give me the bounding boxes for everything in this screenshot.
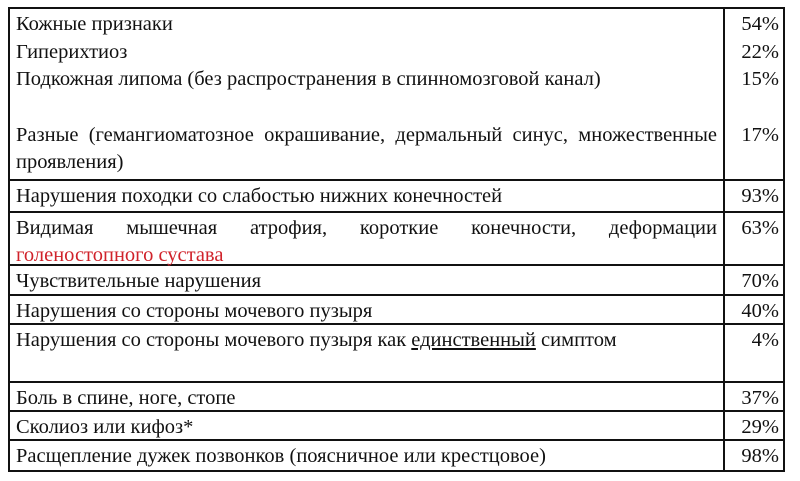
row-label-text: Нарушения со стороны мочевого пузыря как xyxy=(16,329,407,351)
row-label-end: симптом xyxy=(541,329,617,351)
row-label-text: Видимая мышечная атрофия, короткие конечности, деформации xyxy=(16,217,717,239)
row-value: 15% xyxy=(741,68,779,90)
row-value: 93% xyxy=(723,181,783,211)
table-row xyxy=(10,439,783,470)
row-label xyxy=(10,325,723,381)
row-label: Нарушения походки со слабостью нижних конечностей xyxy=(16,185,503,207)
row-value: 70% xyxy=(723,266,783,294)
row-value: 54% xyxy=(741,13,779,35)
row-label-underlined: единственный xyxy=(411,329,536,351)
row-value: 17% xyxy=(741,124,779,146)
table-row xyxy=(10,294,783,323)
row-label: Сколиоз или кифоз* xyxy=(16,416,194,438)
table-row xyxy=(10,381,783,410)
table-row xyxy=(10,264,783,294)
table-row xyxy=(10,179,783,211)
row-label: Подкожная липома (без распространения в спинномозговой канал) xyxy=(16,68,601,90)
symptoms-table xyxy=(8,7,785,472)
row-label: Расщепление дужек позвонков (поясничное или крестцовое) xyxy=(16,445,546,467)
row-value: 40% xyxy=(723,296,783,323)
table-row xyxy=(10,410,783,439)
row-value: 98% xyxy=(723,441,783,470)
row-label: Разные (гемангиоматозное окрашивание, дермальный синус, множественные проявления) xyxy=(16,124,717,173)
row-label-highlight: голеностопного сустава xyxy=(16,244,224,266)
row-label: Боль в спине, ноге, стопе xyxy=(16,387,236,409)
row-label: Нарушения со стороны мочевого пузыря xyxy=(16,300,373,322)
row-label: Гиперихтиоз xyxy=(16,41,128,63)
row-label: Кожные признаки xyxy=(16,13,173,35)
row-value: 22% xyxy=(741,41,779,63)
row-value: 29% xyxy=(723,412,783,439)
row-label: Чувствительные нарушения xyxy=(16,270,261,292)
table-row xyxy=(10,211,783,264)
table-row-skin-group xyxy=(10,9,783,179)
row-value: 37% xyxy=(723,383,783,410)
table-row xyxy=(10,323,783,381)
row-label xyxy=(10,213,723,264)
row-value: 63% xyxy=(723,213,783,264)
row-value: 4% xyxy=(723,325,783,381)
